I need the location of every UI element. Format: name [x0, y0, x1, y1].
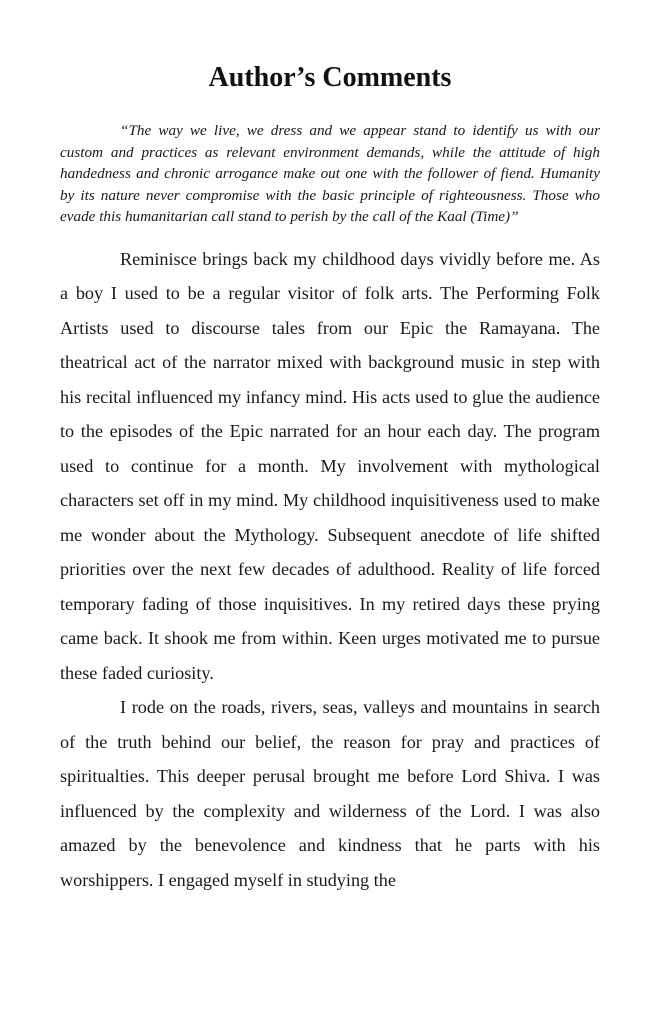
paragraph-journey: I rode on the roads, rivers, seas, valleys and mountains in search of the truth behind our belief, the reason for pray and practices of spiritualties. This deeper perusal brought me before Lord Shiva. I was influenced by the complexity and wilderness of the Lord. I was also amazed by the benevolence and kindness that he parts with his worshippers. I engaged myself in studying the: [60, 697, 600, 890]
page-title: Author’s Comments: [208, 62, 452, 93]
body-text: [60, 242, 600, 898]
paragraph-reminisce: Reminisce brings back my childhood days vividly before me. As a boy I used to be a regular visitor of folk arts. The Performing Folk Artists used to discourse tales from our Epic the Ramayana. The theatrical act of the narrator mixed with background music in step with his recital influenced my infancy mind. His acts used to glue the audience to the episodes of the Epic narrated for an hour each day. The program used to continue for a month. My involvement with mythological characters set off in my mind. My childhood inquisitiveness used to make me wonder about the Mythology. Subsequent anecdote of life shifted priorities over the next few decades of adulthood. Reality of life forced temporary fading of those inquisitives. In my retired days these prying came back. It shook me from within. Keen urges motivated me to pursue these faded curiosity.: [60, 248, 600, 683]
epigraph-quote: “The way we live, we dress and we appear stand to identify us with our custom and practices as relevant environment demands, while the attitude of high handedness and chronic arrogance make out one with the follower of fiend. Humanity by its nature never compromise with the basic principle of righteousness. Those who evade this humanitarian call stand to perish by the call of the Kaal (Time)”: [60, 122, 600, 226]
document-page: [60, 60, 600, 897]
